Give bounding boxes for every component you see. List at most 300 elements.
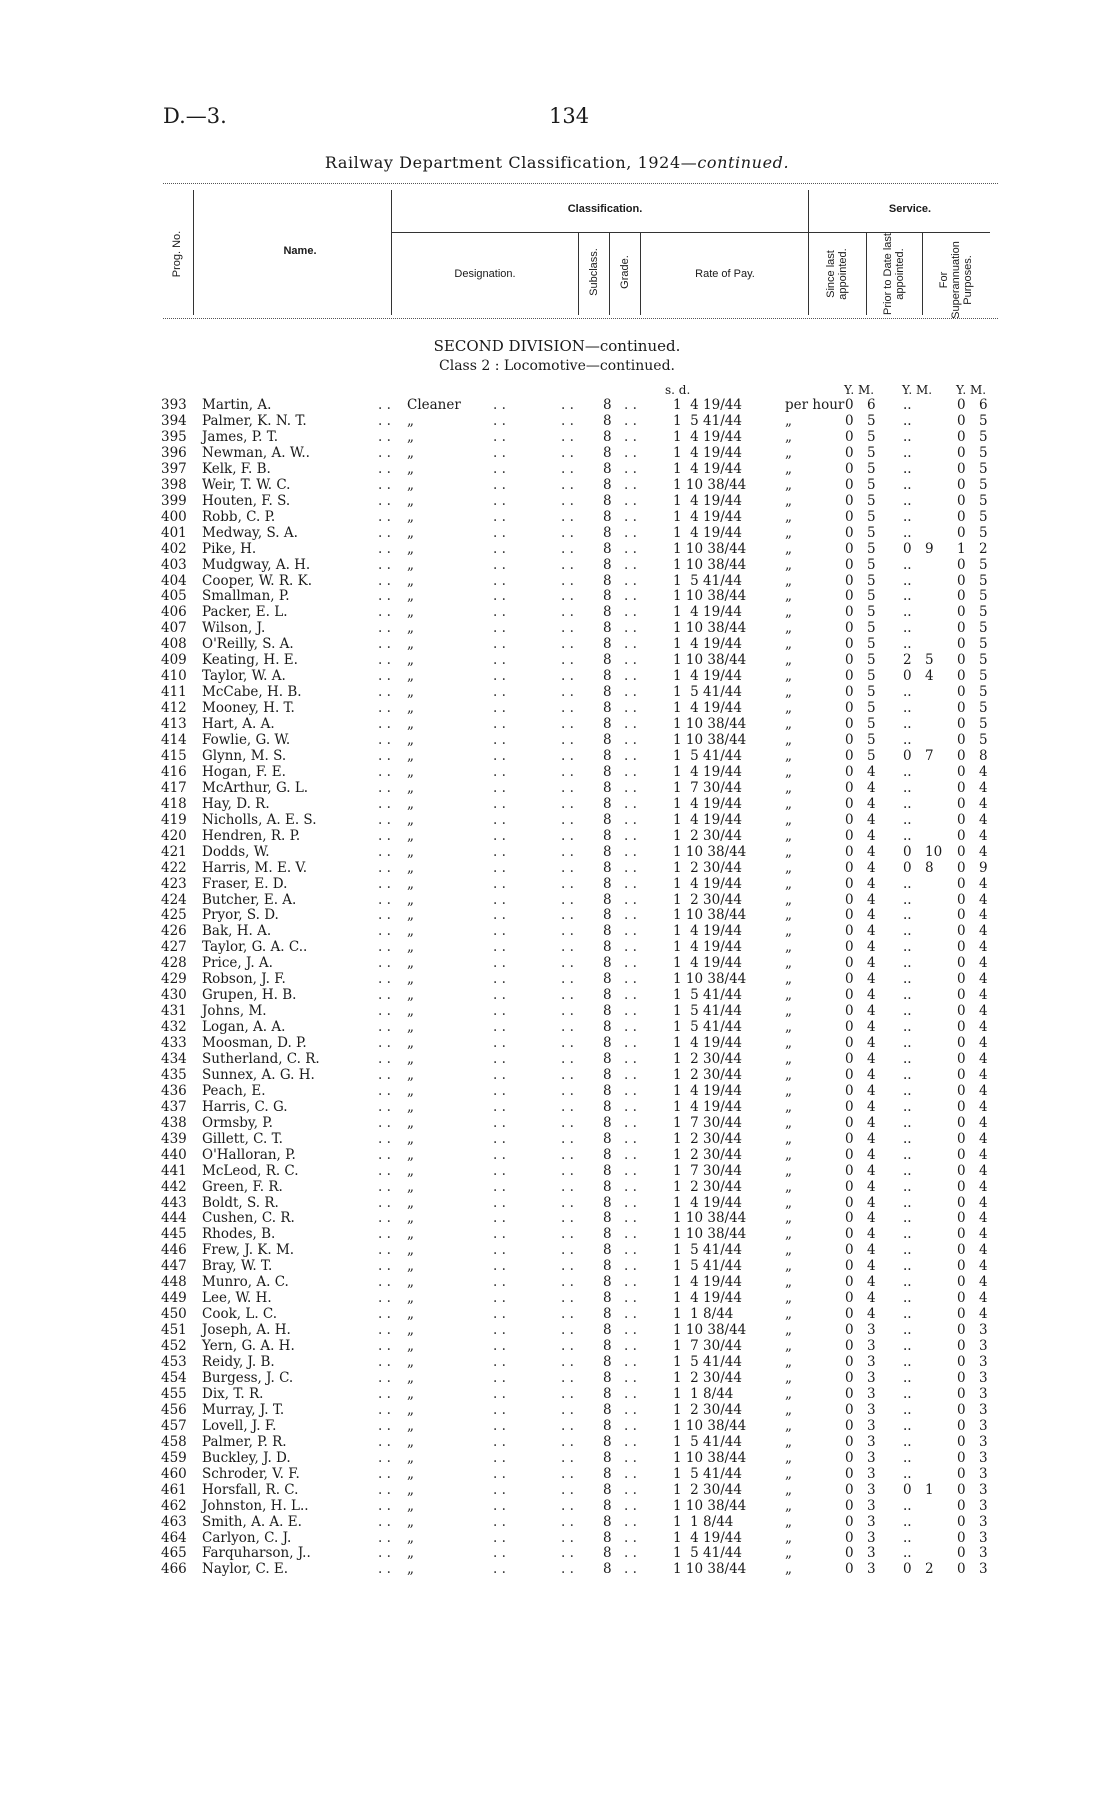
super-years: 0: [957, 397, 966, 413]
since-months: 4: [867, 891, 876, 908]
leader-dots: . .: [493, 460, 506, 477]
designation: „: [407, 907, 414, 924]
designation: „: [407, 444, 414, 461]
since-months: 4: [867, 811, 876, 828]
since-months: 3: [867, 1497, 876, 1514]
since-years: 0: [845, 1242, 854, 1259]
leader-dots: . .: [624, 556, 637, 573]
since-years: 0: [845, 1449, 854, 1466]
leader-dots: . .: [493, 1306, 506, 1323]
since-years: 0: [845, 1322, 854, 1339]
since-years: 0: [845, 891, 854, 908]
since-years: 0: [845, 1529, 854, 1546]
rate-unit: „: [785, 1338, 792, 1354]
leader-dots: . .: [561, 1003, 574, 1020]
leader-dots: . .: [493, 1114, 506, 1131]
leader-dots: . .: [378, 1545, 391, 1562]
rate-of-pay: 1 4 19/44: [673, 604, 742, 621]
leader-dots: . .: [378, 652, 391, 669]
leader-dots: . .: [493, 827, 506, 844]
col-since-last-appointed: Since last appointed.: [825, 248, 849, 300]
table-row: [0, 620, 1114, 636]
subclass: 8: [603, 1019, 612, 1035]
employee-name: Moosman, D. P.: [202, 1035, 307, 1051]
designation: „: [407, 987, 414, 1004]
since-years: 0: [845, 1226, 854, 1243]
leader-dots: . .: [624, 1098, 637, 1115]
leader-dots: . .: [624, 732, 637, 748]
leader-dots: . .: [378, 939, 391, 956]
prior-months: 10: [925, 843, 943, 860]
leader-dots: . .: [561, 1082, 574, 1099]
super-months: 4: [979, 1066, 988, 1083]
rate-unit: „: [785, 1194, 792, 1211]
rate-of-pay: 1 4 19/44: [673, 428, 742, 445]
leader-dots: . .: [493, 1481, 506, 1498]
subclass: 8: [603, 1066, 612, 1083]
leader-dots: . .: [561, 1258, 574, 1275]
leader-dots: . .: [624, 1114, 637, 1131]
leader-dots: . .: [378, 1401, 391, 1418]
leader-dots: . .: [493, 1274, 506, 1291]
since-years: 0: [845, 1082, 854, 1099]
leader-dots: . .: [378, 556, 391, 573]
designation: „: [407, 700, 414, 716]
prog-no: 402: [161, 540, 187, 557]
rate-unit: „: [785, 1162, 792, 1179]
super-years: 0: [957, 460, 966, 477]
since-years: 0: [845, 811, 854, 828]
rate-of-pay: 1 2 30/44: [673, 1146, 742, 1163]
employee-name: Cushen, C. R.: [202, 1210, 295, 1227]
leader-dots: . .: [493, 1098, 506, 1115]
since-months: 5: [867, 444, 876, 461]
employee-name: Nicholls, A. E. S.: [202, 811, 317, 828]
rate-of-pay: 1 5 41/44: [673, 572, 742, 589]
prior-years: ..: [903, 572, 912, 589]
table-row: [0, 1306, 1114, 1322]
since-months: 4: [867, 1162, 876, 1179]
rate-of-pay: 1 10 38/44: [673, 716, 747, 732]
designation: „: [407, 716, 414, 732]
subclass: 8: [603, 1385, 612, 1402]
leader-dots: . .: [624, 955, 637, 972]
leader-dots: . .: [378, 428, 391, 445]
leader-dots: . .: [378, 875, 391, 892]
page-title-main: Railway Department Classification, 1924—: [324, 153, 698, 172]
leader-dots: . .: [561, 1194, 574, 1211]
leader-dots: . .: [493, 795, 506, 812]
leader-dots: . .: [493, 716, 506, 732]
rate-of-pay: 1 4 19/44: [673, 492, 742, 509]
subclass: 8: [603, 636, 612, 653]
leader-dots: . .: [624, 1385, 637, 1402]
since-months: 5: [867, 540, 876, 557]
rate-unit: „: [785, 1210, 792, 1227]
since-years: 0: [845, 460, 854, 477]
prior-months: 2: [925, 1561, 934, 1578]
designation: „: [407, 428, 414, 445]
table-row: [0, 796, 1114, 812]
prior-years: ..: [903, 1465, 912, 1482]
prog-no: 466: [161, 1561, 187, 1578]
section-title: SECOND DIVISION—continued.: [433, 337, 681, 355]
subclass: 8: [603, 891, 612, 908]
prog-no: 440: [161, 1146, 187, 1163]
designation: „: [407, 1242, 414, 1259]
leader-dots: . .: [378, 1194, 391, 1211]
prior-years: ..: [903, 1354, 912, 1370]
rate-unit: „: [785, 556, 792, 573]
leader-dots: . .: [378, 763, 391, 780]
super-months: 4: [979, 1019, 988, 1035]
leader-dots: . .: [378, 476, 391, 493]
rate-unit: „: [785, 620, 792, 637]
super-years: 0: [957, 747, 966, 764]
subclass: 8: [603, 1449, 612, 1466]
employee-name: Grupen, H. B.: [202, 987, 297, 1004]
rate-unit: „: [785, 1050, 792, 1067]
employee-name: Robson, J. F.: [202, 971, 286, 988]
since-months: 4: [867, 843, 876, 860]
employee-name: Packer, E. L.: [202, 604, 288, 621]
subclass: 8: [603, 1401, 612, 1418]
employee-name: Murray, J. T.: [202, 1401, 285, 1418]
designation: „: [407, 1529, 414, 1546]
designation: „: [407, 1098, 414, 1115]
table-row: [0, 987, 1114, 1003]
employee-name: Dodds, W.: [202, 843, 270, 860]
since-years: 0: [845, 939, 854, 956]
super-months: 5: [979, 652, 988, 669]
prior-years: ..: [903, 1306, 912, 1323]
rate-unit: „: [785, 684, 792, 701]
prior-years: 0: [903, 540, 912, 557]
leader-dots: . .: [561, 1226, 574, 1243]
rate-unit: „: [785, 700, 792, 716]
since-months: 4: [867, 1178, 876, 1195]
prog-no: 397: [161, 460, 187, 477]
since-years: 0: [845, 1274, 854, 1291]
prior-years: ..: [903, 508, 912, 525]
designation: „: [407, 1210, 414, 1227]
super-months: 4: [979, 1162, 988, 1179]
divider: [808, 190, 809, 315]
since-months: 4: [867, 1210, 876, 1227]
subclass: 8: [603, 1561, 612, 1578]
prior-years: ..: [903, 1066, 912, 1083]
super-months: 3: [979, 1401, 988, 1418]
employee-name: Joseph, A. H.: [202, 1322, 291, 1339]
leader-dots: . .: [624, 1162, 637, 1179]
subclass: 8: [603, 971, 612, 988]
designation: „: [407, 1114, 414, 1131]
prog-no: 458: [161, 1433, 187, 1450]
leader-dots: . .: [493, 1545, 506, 1562]
since-months: 5: [867, 716, 876, 732]
since-years: 0: [845, 636, 854, 653]
rate-of-pay: 1 5 41/44: [673, 1242, 742, 1259]
rate-of-pay: 1 5 41/44: [673, 1465, 742, 1482]
table-row: [0, 1290, 1114, 1306]
leader-dots: . .: [378, 1385, 391, 1402]
super-years: 0: [957, 1082, 966, 1099]
super-years: 0: [957, 492, 966, 509]
leader-dots: . .: [624, 492, 637, 509]
employee-name: Peach, E.: [202, 1082, 266, 1099]
subclass: 8: [603, 620, 612, 637]
super-months: 4: [979, 891, 988, 908]
leader-dots: . .: [624, 795, 637, 812]
designation: „: [407, 827, 414, 844]
rate-unit: „: [785, 1003, 792, 1020]
leader-dots: . .: [561, 1306, 574, 1323]
prog-no: 398: [161, 476, 187, 493]
super-months: 3: [979, 1433, 988, 1450]
since-months: 3: [867, 1529, 876, 1546]
employee-name: Pike, H.: [202, 540, 257, 557]
leader-dots: . .: [624, 1513, 637, 1530]
leader-dots: . .: [624, 1194, 637, 1211]
rate-of-pay: 1 4 19/44: [673, 875, 742, 892]
rate-unit: „: [785, 779, 792, 796]
prior-months: 5: [925, 652, 934, 669]
rate-unit: „: [785, 524, 792, 541]
super-years: 0: [957, 444, 966, 461]
leader-dots: . .: [493, 652, 506, 669]
employee-name: Taylor, W. A.: [202, 668, 286, 685]
designation: „: [407, 636, 414, 653]
table-row: [0, 1226, 1114, 1242]
employee-name: Martin, A.: [202, 397, 272, 413]
subclass: 8: [603, 859, 612, 876]
prog-no: 408: [161, 636, 187, 653]
prior-years: ..: [903, 907, 912, 924]
leader-dots: . .: [561, 795, 574, 812]
leader-dots: . .: [561, 1338, 574, 1354]
since-months: 4: [867, 1194, 876, 1211]
prog-no: 439: [161, 1130, 187, 1147]
super-months: 8: [979, 747, 988, 764]
leader-dots: . .: [378, 1433, 391, 1450]
super-months: 4: [979, 923, 988, 940]
super-years: 0: [957, 1481, 966, 1498]
leader-dots: . .: [378, 1162, 391, 1179]
leader-dots: . .: [493, 412, 506, 429]
since-months: 3: [867, 1338, 876, 1354]
prog-no: 425: [161, 907, 187, 924]
designation: „: [407, 1130, 414, 1147]
prog-no: 411: [161, 684, 187, 701]
designation: „: [407, 875, 414, 892]
super-years: 0: [957, 827, 966, 844]
table-row: [0, 1338, 1114, 1354]
since-months: 4: [867, 939, 876, 956]
rate-of-pay: 1 2 30/44: [673, 891, 742, 908]
leader-dots: . .: [561, 572, 574, 589]
prior-years: ..: [903, 1274, 912, 1291]
prog-no: 413: [161, 716, 187, 732]
prior-years: ..: [903, 763, 912, 780]
designation: „: [407, 1433, 414, 1450]
unit-label-ym: Y. M.: [902, 383, 933, 397]
super-months: 5: [979, 716, 988, 732]
rate-of-pay: 1 1 8/44: [673, 1385, 734, 1402]
prior-years: ..: [903, 620, 912, 637]
leader-dots: . .: [624, 971, 637, 988]
super-months: 4: [979, 1258, 988, 1275]
leader-dots: . .: [561, 1369, 574, 1386]
leader-dots: . .: [561, 397, 574, 413]
super-months: 4: [979, 1178, 988, 1195]
since-months: 3: [867, 1322, 876, 1339]
since-months: 5: [867, 492, 876, 509]
rate-of-pay: 1 4 19/44: [673, 700, 742, 716]
rate-unit: „: [785, 1465, 792, 1482]
rate-of-pay: 1 7 30/44: [673, 779, 742, 796]
subclass: 8: [603, 955, 612, 972]
leader-dots: . .: [493, 1130, 506, 1147]
rate-of-pay: 1 4 19/44: [673, 939, 742, 956]
since-months: 5: [867, 747, 876, 764]
super-years: 0: [957, 716, 966, 732]
subclass: 8: [603, 412, 612, 429]
super-years: 0: [957, 636, 966, 653]
leader-dots: . .: [378, 1322, 391, 1339]
super-years: 0: [957, 572, 966, 589]
table-row: [0, 604, 1114, 620]
table-row: [0, 828, 1114, 844]
super-months: 4: [979, 1003, 988, 1020]
leader-dots: . .: [493, 397, 506, 413]
since-years: 0: [845, 1035, 854, 1051]
employee-name: Palmer, P. R.: [202, 1433, 287, 1450]
table-row: [0, 812, 1114, 828]
designation: „: [407, 572, 414, 589]
subclass: 8: [603, 476, 612, 493]
employee-name: Keating, H. E.: [202, 652, 298, 669]
super-years: 0: [957, 1114, 966, 1131]
leader-dots: . .: [624, 476, 637, 493]
subclass: 8: [603, 1050, 612, 1067]
rate-unit: „: [785, 476, 792, 493]
super-years: 0: [957, 811, 966, 828]
rate-of-pay: 1 10 38/44: [673, 1322, 747, 1339]
subclass: 8: [603, 1098, 612, 1115]
leader-dots: . .: [378, 987, 391, 1004]
since-months: 4: [867, 987, 876, 1004]
rate-of-pay: 1 4 19/44: [673, 524, 742, 541]
leader-dots: . .: [624, 1019, 637, 1035]
since-months: 3: [867, 1449, 876, 1466]
rate-of-pay: 1 10 38/44: [673, 540, 747, 557]
leader-dots: . .: [378, 907, 391, 924]
prior-years: ..: [903, 875, 912, 892]
leader-dots: . .: [561, 1481, 574, 1498]
leader-dots: . .: [493, 811, 506, 828]
table-row: [0, 1450, 1114, 1466]
rate-of-pay: 1 10 38/44: [673, 907, 747, 924]
section-subtitle: Class 2 : Locomotive—continued.: [439, 358, 675, 374]
leader-dots: . .: [493, 747, 506, 764]
since-months: 4: [867, 875, 876, 892]
super-years: 0: [957, 1338, 966, 1354]
since-months: 3: [867, 1465, 876, 1482]
super-months: 5: [979, 524, 988, 541]
prior-years: ..: [903, 1322, 912, 1339]
super-months: 3: [979, 1322, 988, 1339]
rate-unit: „: [785, 460, 792, 477]
table-row: [0, 860, 1114, 876]
designation: „: [407, 763, 414, 780]
table-row: [0, 1051, 1114, 1067]
leader-dots: . .: [624, 747, 637, 764]
rate-of-pay: 1 10 38/44: [673, 1497, 747, 1514]
leader-dots: . .: [624, 1529, 637, 1546]
super-months: 4: [979, 843, 988, 860]
subclass: 8: [603, 588, 612, 605]
prog-no: 396: [161, 444, 187, 461]
leader-dots: . .: [493, 1066, 506, 1083]
since-years: 0: [845, 1098, 854, 1115]
table-row: [0, 1019, 1114, 1035]
table-row: [0, 1210, 1114, 1226]
leader-dots: . .: [561, 1274, 574, 1291]
prior-years: ..: [903, 827, 912, 844]
leader-dots: . .: [561, 732, 574, 748]
leader-dots: . .: [493, 1003, 506, 1020]
super-months: 4: [979, 955, 988, 972]
leader-dots: . .: [378, 620, 391, 637]
since-years: 0: [845, 1066, 854, 1083]
prior-years: ..: [903, 1210, 912, 1227]
since-months: 4: [867, 1050, 876, 1067]
leader-dots: . .: [561, 1098, 574, 1115]
rate-unit: „: [785, 1417, 792, 1434]
table-row: [0, 684, 1114, 700]
since-years: 0: [845, 1545, 854, 1562]
subclass: 8: [603, 939, 612, 956]
leader-dots: . .: [624, 684, 637, 701]
since-years: 0: [845, 763, 854, 780]
leader-dots: . .: [561, 508, 574, 525]
rate-unit: „: [785, 891, 792, 908]
table-row: [0, 1354, 1114, 1370]
leader-dots: . .: [493, 1082, 506, 1099]
designation: „: [407, 460, 414, 477]
table-row: [0, 1530, 1114, 1546]
super-years: 0: [957, 1417, 966, 1434]
leader-dots: . .: [624, 891, 637, 908]
leader-dots: . .: [561, 1529, 574, 1546]
leader-dots: . .: [624, 1290, 637, 1307]
rate-unit: „: [785, 859, 792, 876]
designation: „: [407, 1050, 414, 1067]
employee-name: Houten, F. S.: [202, 492, 291, 509]
super-months: 4: [979, 1098, 988, 1115]
subclass: 8: [603, 1146, 612, 1163]
leader-dots: . .: [561, 1465, 574, 1482]
rate-unit: „: [785, 588, 792, 605]
col-superannuation: For Superannuation Purposes.: [938, 241, 974, 319]
divider: [609, 233, 610, 315]
prog-no: 429: [161, 971, 187, 988]
leader-dots: . .: [624, 716, 637, 732]
prior-years: ..: [903, 1290, 912, 1307]
super-years: 0: [957, 1178, 966, 1195]
prior-years: ..: [903, 556, 912, 573]
unit-label-sd: s. d.: [665, 383, 691, 397]
